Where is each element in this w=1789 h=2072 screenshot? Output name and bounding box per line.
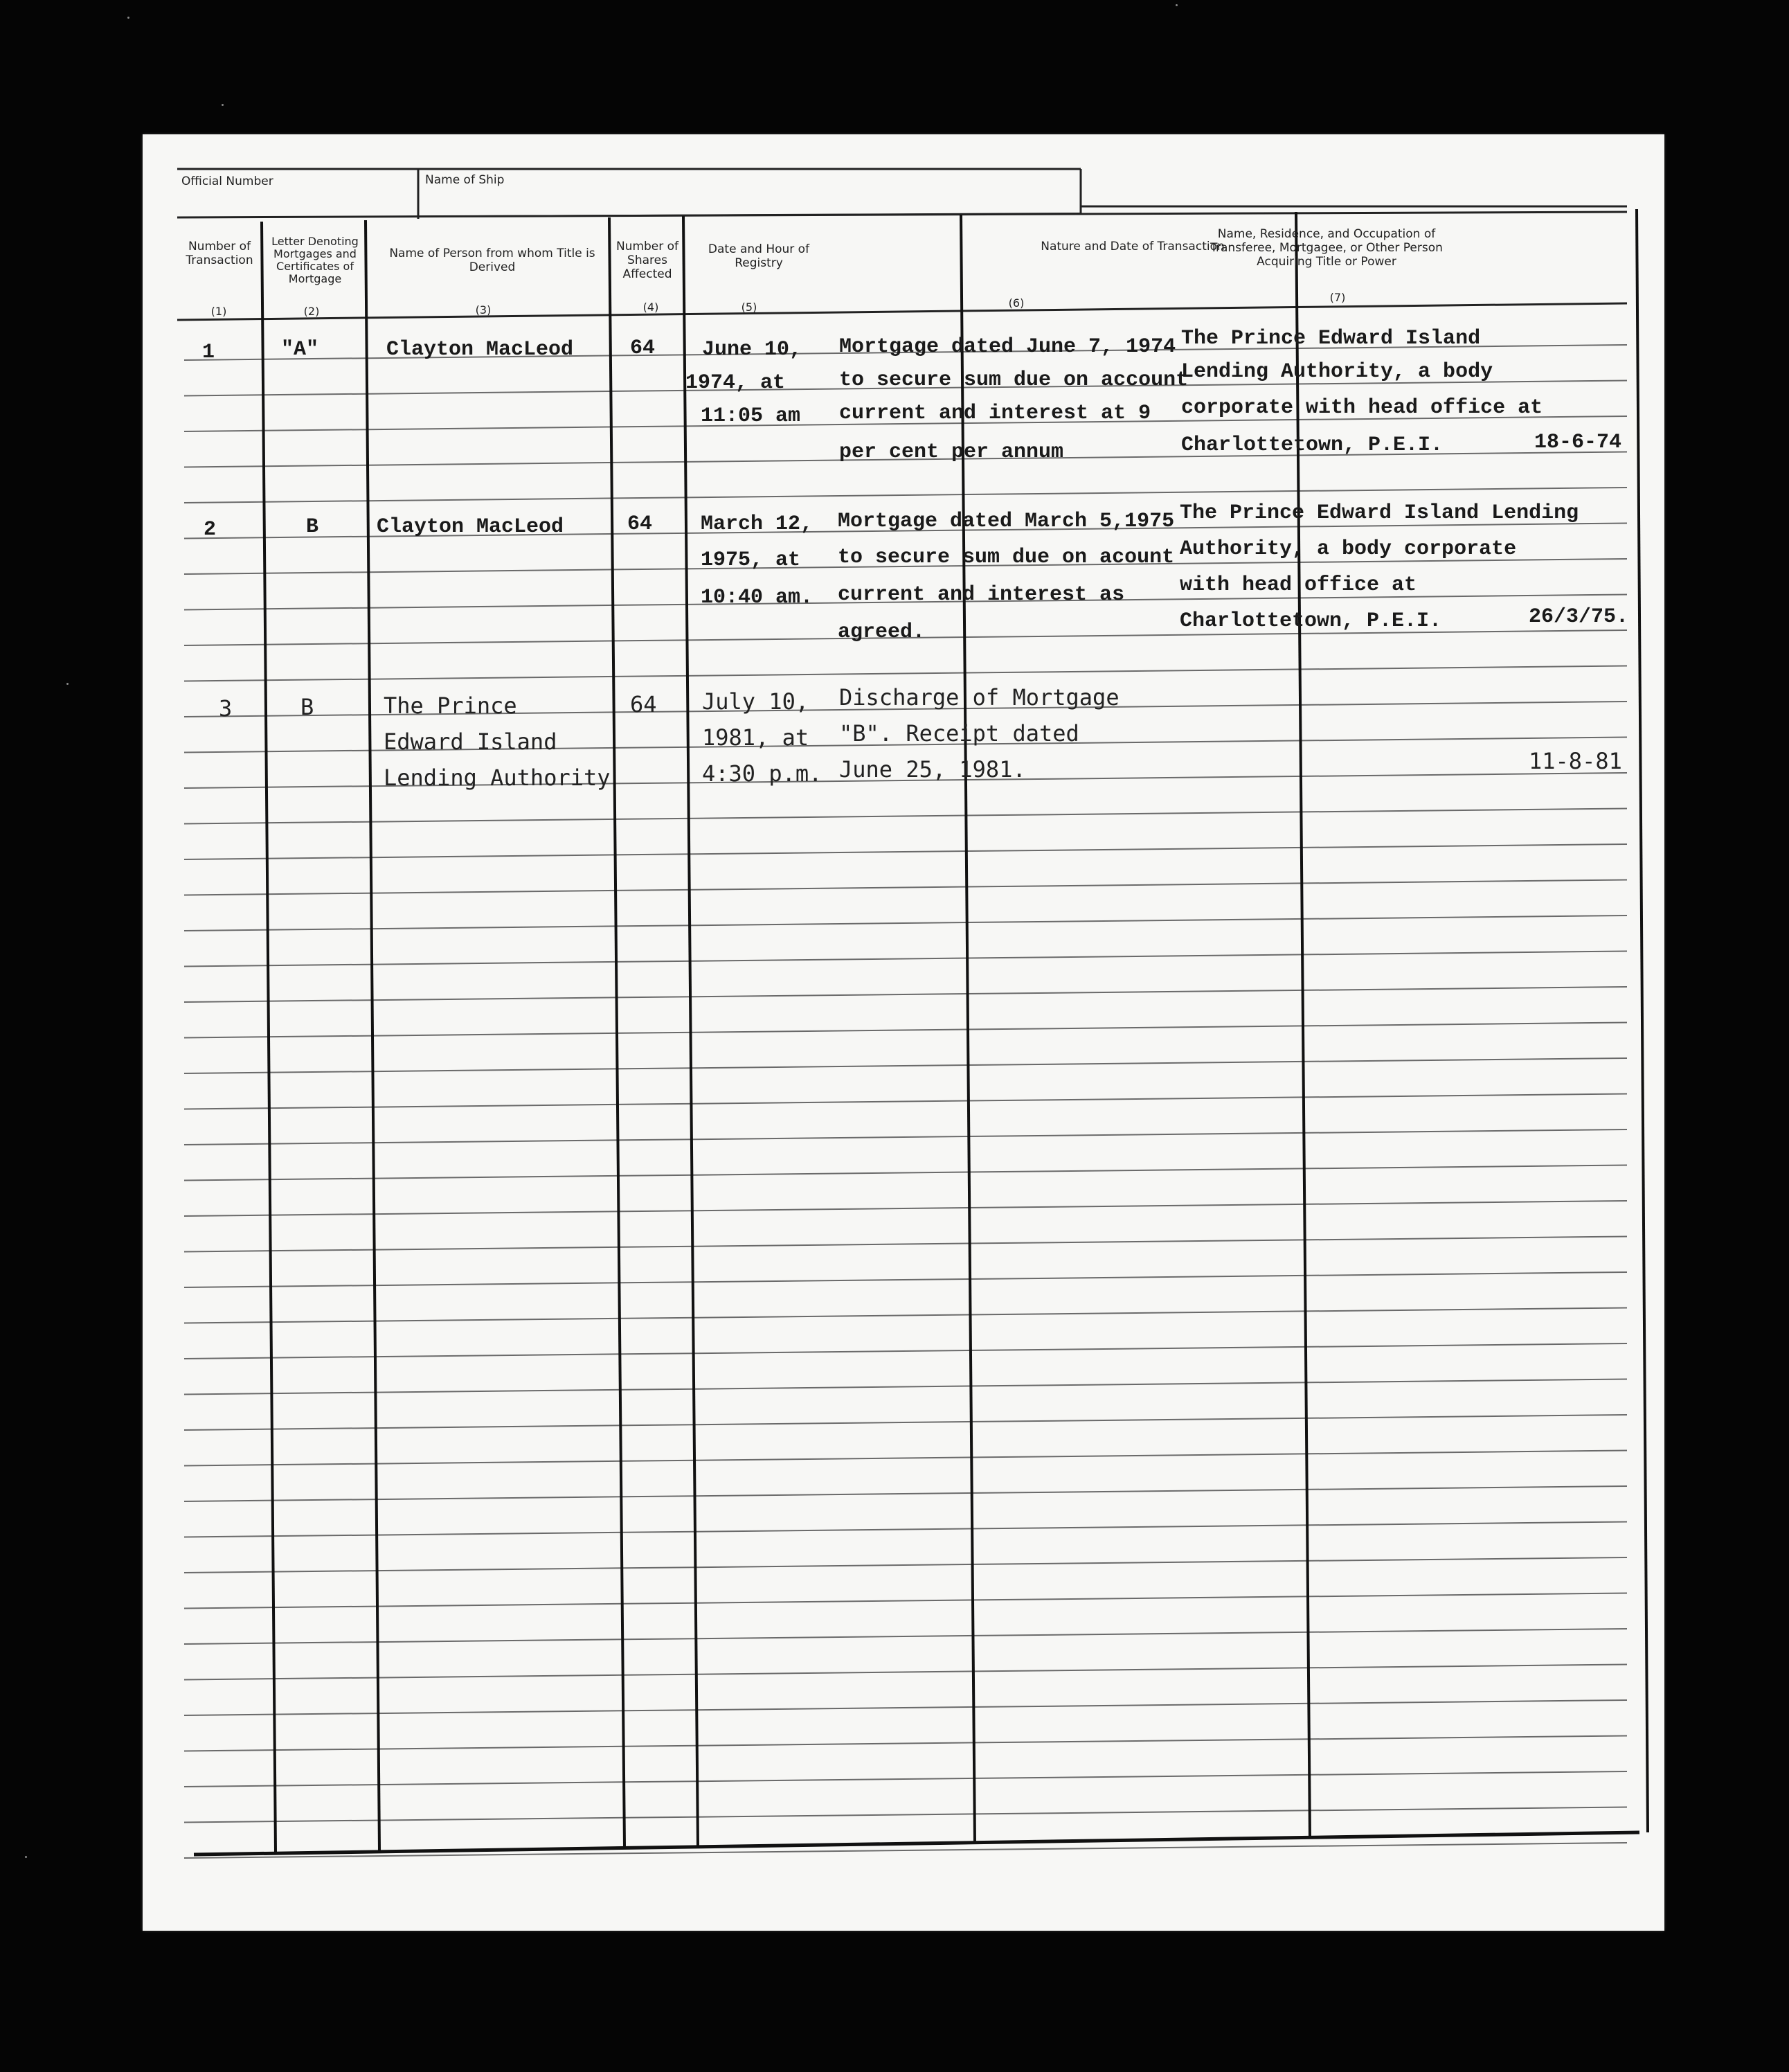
entry2-nature-2: to secure sum due on acount [838,546,1175,569]
ruled-line [184,1415,1627,1430]
entry2-registry-2: 1975, at [701,548,801,572]
dust-speck [127,17,129,19]
ruled-line [184,952,1627,967]
col1-header: Number of Transaction [186,240,253,267]
entry1-nature-1: Mortgage dated June 7, 1974 [839,335,1176,359]
entry3-letter: B [300,694,314,720]
col2-number: (2) [303,305,320,318]
ruled-line [184,880,1627,895]
entry3-from-2: Edward Island [384,729,557,755]
entry3-registry-3: 4:30 p.m. [702,760,822,787]
entry3-nature-3: June 25, 1981. [839,756,1026,783]
ruled-line [184,916,1627,931]
ruled-line [184,1629,1627,1644]
entry2-nature-4: agreed. [838,620,926,644]
ruled-line [184,1272,1627,1287]
ruled-line [184,1129,1627,1145]
entry3-nature-2: "B". Receipt dated [839,720,1079,747]
ruled-line [184,1343,1627,1359]
ruled-line [184,1237,1627,1252]
col3-number: (3) [475,303,492,316]
ruled-line [184,1807,1627,1823]
ruled-line [184,1308,1627,1323]
entry1-registry-3: 11:05 am [701,404,801,428]
entry1-registry-2: 1974, at [685,371,786,395]
entry1-acquirer-1: The Prince Edward Island [1181,327,1481,350]
col6-number: (6) [1008,296,1025,310]
entry1-from: Clayton MacLeod [386,338,574,361]
ruled-line [184,1522,1627,1537]
entry2-acquirer-2: Authority, a body corporate [1180,537,1517,561]
entry2-registry-3: 10:40 am. [701,586,813,609]
ruled-line [184,1486,1627,1501]
entry2-date: 26/3/75. [1529,605,1629,629]
entry1-registry-1: June 10, [702,338,802,361]
entry3-registry-1: July 10, [702,688,809,715]
ruled-line [184,1771,1627,1787]
col3-header: Name of Person from whom Title is Derived [389,247,595,274]
entry2-acquirer-4: Charlottetown, P.E.I. [1180,609,1442,633]
entry1-letter: "A" [281,338,319,361]
ruled-line [184,1023,1627,1038]
entry1-acquirer-2: Lending Authority, a body [1181,360,1493,384]
ruled-line [184,1700,1627,1715]
entry3-registry-2: 1981, at [702,724,809,751]
ruled-line [184,1451,1627,1466]
entry1-nature-4: per cent per annum [839,440,1064,464]
ruled-line [184,809,1627,824]
entry3-from-1: The Prince [384,693,517,719]
ship-name-label: Name of Ship [425,173,505,187]
col4-number: (4) [642,301,659,314]
entry1-number: 1 [202,341,215,364]
ruled-line [184,1201,1627,1216]
ruled-line [184,1379,1627,1395]
entry2-letter: B [306,515,319,539]
official-number-label: Official Number [181,175,273,188]
entry1-acquirer-4: Charlottetown, P.E.I. [1181,434,1444,457]
ruled-line [184,987,1627,1002]
entry1-nature-2: to secure sum due on account [839,368,1189,392]
entry2-acquirer-3: with head office at [1180,573,1417,597]
entry3-from-3: Lending Authority [384,765,611,791]
entry2-nature-3: current and interest as [838,583,1125,607]
col2-header: Letter Denoting Mortgages and Certificates of Mortgage [271,235,359,285]
dust-speck [66,683,69,685]
entry3-nature-1: Discharge of Mortgage [839,684,1120,711]
register-page [143,134,1664,1931]
dust-speck [1176,4,1178,6]
ruled-line [184,1058,1627,1073]
ruled-line [184,1094,1627,1109]
col6-header: Nature and Date of Transaction [1041,240,1225,253]
col7-header: Name, Residence, and Occupation of Transferee, Mortgagee, or Other Person Acquiring Title or Power [1210,227,1443,269]
col1-number: (1) [210,305,227,318]
entry1-acquirer-3: corporate with head office at [1181,396,1543,420]
ruled-line [184,488,1627,503]
entry2-shares: 64 [627,512,653,536]
entry2-nature-1: Mortgage dated March 5,1975 [838,510,1175,533]
entry1-date: 18-6-74 [1534,431,1622,454]
col7-number: (7) [1329,291,1346,304]
entry1-nature-3: current and interest at 9 [839,402,1151,425]
col4-header: Number of Shares Affected [615,240,679,281]
ruled-line [184,844,1627,859]
entry3-number: 3 [219,695,233,722]
ruled-line [184,1166,1627,1181]
ruled-line [184,1665,1627,1680]
entry3-date: 11-8-81 [1529,748,1622,774]
dust-speck [25,1856,27,1858]
entry2-number: 2 [204,518,217,542]
col5-header: Date and Hour of Registry [708,242,810,270]
entry2-acquirer-1: The Prince Edward Island Lending [1180,501,1579,525]
entry3-shares: 64 [630,691,657,717]
col5-number: (5) [741,301,757,314]
entry2-from: Clayton MacLeod [377,515,564,539]
ruled-line [184,1736,1627,1751]
ruled-line [184,1593,1627,1609]
entry1-shares: 64 [630,337,656,360]
ruled-line [184,666,1627,681]
dust-speck [222,104,224,106]
ruled-line [184,1557,1627,1573]
entry2-registry-1: March 12, [701,512,813,536]
